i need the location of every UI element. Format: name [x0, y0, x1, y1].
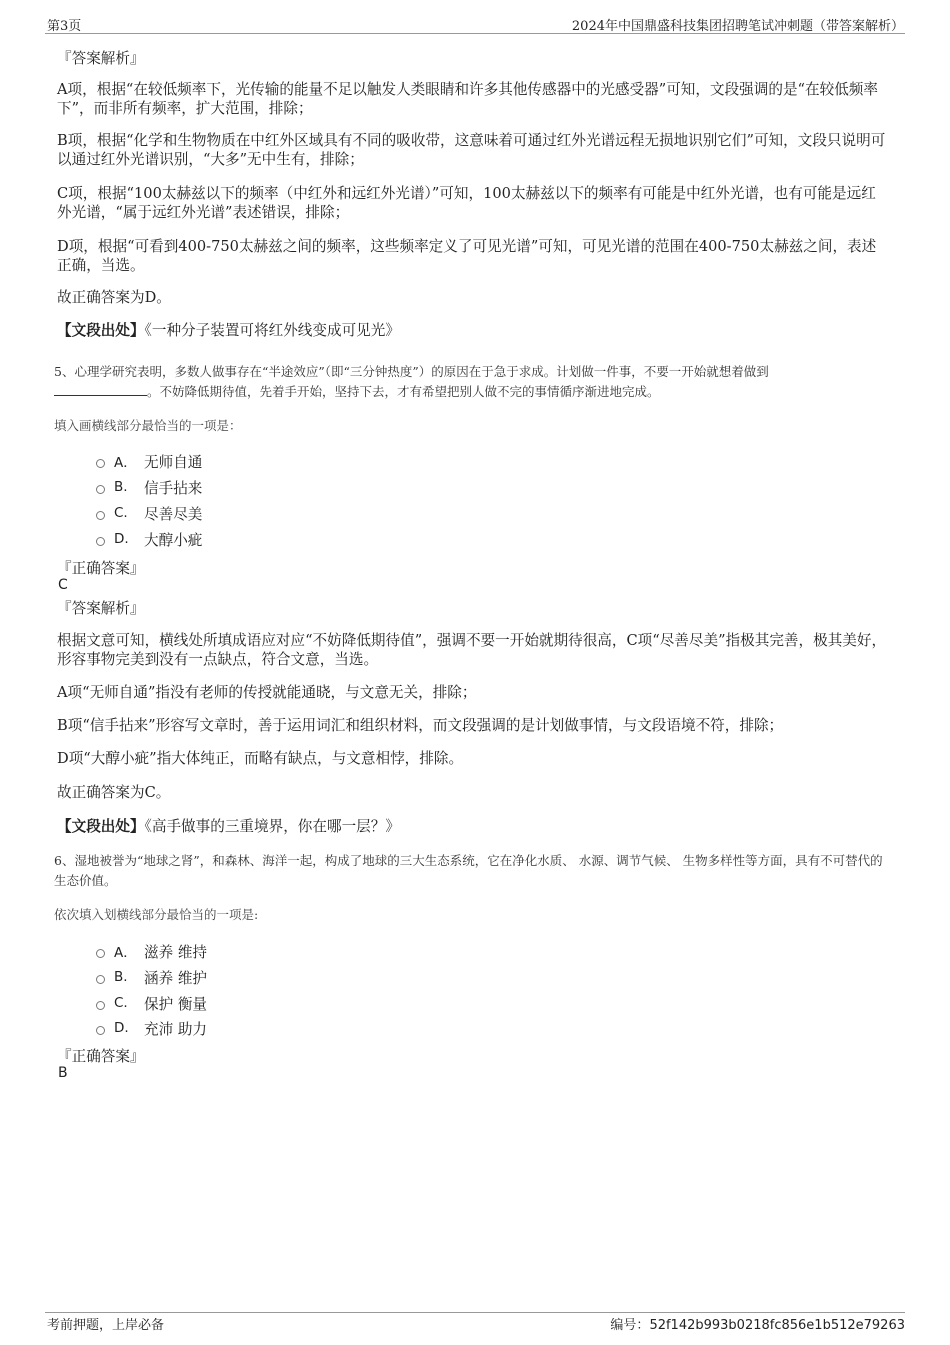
q4-analysis-option-c: C项，根据“100太赫兹以下的频率（中红外和远红外光谱）”可知，100太赫兹以下的频率有可能是中红外光谱，也有可能是远红外光谱，“属于远红外光谱”表述错误，排除；	[57, 185, 876, 221]
q6-option-b[interactable]	[96, 967, 207, 987]
option-letter: A．	[114, 455, 137, 471]
option-text: 涵养 维护	[144, 969, 208, 987]
option-letter: B.	[114, 479, 128, 495]
q5-source-label: 【文段出处】	[57, 818, 145, 835]
q5-analysis-option-a: A项“无师自通”指没有老师的传授就能通晓，与文意无关，排除；	[57, 684, 477, 701]
q6-option-a[interactable]	[96, 941, 207, 961]
radio-icon[interactable]	[96, 1026, 105, 1035]
q5-analysis-heading: 『答案解析』	[57, 600, 145, 617]
option-letter: B.	[114, 969, 128, 985]
q5-source-title: 《高手做事的三重境界，你在哪一层？》	[144, 818, 400, 835]
q5-analysis-main: 根据文意可知，横线处所填成语应对应“不妨降低期待值”，强调不要一开始就期待很高，C项“尽善尽美”指极其完善，极其美好，形容事物完美到没有一点缺点，符合文意，当选。	[57, 632, 887, 668]
q4-analysis-option-d: D项，根据“可看到400-750太赫兹之间的频率，这些频率定义了可见光谱”可知，可见光谱的范围在400-750太赫兹之间，表述正确，当选。	[57, 238, 877, 274]
q5-option-b[interactable]	[96, 477, 202, 497]
q5-stem-after: 。不妨降低期待值，先着手开始，坚持下去，才有希望把别人做不完的事情循序渐进地完成。	[147, 384, 660, 399]
q5-analysis-option-b: B项“信手拈来”形容写文章时，善于运用词汇和组织材料，而文段强调的是计划做事情，与文段语境不符，排除；	[57, 717, 784, 734]
radio-icon[interactable]	[96, 975, 105, 984]
q5-option-d[interactable]	[96, 529, 202, 549]
radio-icon[interactable]	[96, 949, 105, 958]
q5-stem-before: 5、心理学研究表明，多数人做事存在“半途效应”（即“三分钟热度”）的原因在于急于求成。计划做一件事，不要一开始就想着做到	[54, 364, 769, 379]
q5-stem	[54, 362, 890, 402]
option-text: 无师自通	[144, 453, 203, 471]
q5-option-c[interactable]	[96, 503, 202, 523]
option-text: 尽善尽美	[144, 505, 203, 523]
footer-id-label: 编号：	[610, 1318, 650, 1333]
option-letter: C.	[114, 995, 128, 1011]
q6-answer-heading: 『正确答案』	[57, 1048, 145, 1065]
q5-conclusion: 故正确答案为C。	[57, 784, 171, 801]
option-text: 滋养 维持	[144, 943, 208, 961]
q4-source	[57, 321, 889, 340]
radio-icon[interactable]	[96, 459, 105, 468]
radio-icon[interactable]	[96, 485, 105, 494]
q6-option-d[interactable]	[96, 1018, 207, 1038]
option-letter: A．	[114, 945, 137, 961]
q4-source-label: 【文段出处】	[57, 322, 145, 339]
radio-icon[interactable]	[96, 511, 105, 520]
q4-conclusion: 故正确答案为D。	[57, 289, 171, 306]
q4-analysis-option-b: B项，根据“化学和生物物质在中红外区域具有不同的吸收带，这意味着可通过红外光谱远程无损地识别它们”可知，文段只说明可以通过红外光谱识别，“大多”无中生有，排除；	[57, 132, 886, 168]
footer-divider	[45, 1312, 905, 1313]
q4-source-title: 《一种分子装置可将红外线变成可见光》	[144, 322, 400, 339]
footer-document-id	[610, 1314, 905, 1333]
q5-answer-heading: 『正确答案』	[57, 560, 145, 577]
option-text: 大醇小疵	[144, 531, 203, 549]
q5-analysis-option-d: D项“大醇小疵”指大体纯正，而略有缺点，与文意相悖，排除。	[57, 750, 464, 767]
q6-option-c[interactable]	[96, 993, 207, 1013]
radio-icon[interactable]	[96, 1001, 105, 1010]
option-text: 保护 衡量	[144, 995, 208, 1013]
q5-answer: C	[58, 577, 68, 593]
option-text: 信手拈来	[144, 479, 203, 497]
page-number: 第3页	[47, 19, 82, 34]
option-letter: C.	[114, 505, 128, 521]
q5-prompt: 填入画横线部分最恰当的一项是：	[54, 418, 242, 433]
q6-stem: 6、湿地被誉为“地球之肾”，和森林、海洋一起，构成了地球的三大生态系统，它在净化水质、 水源、调节气候、 生物多样性等方面，具有不可替代的生态价值。	[54, 853, 883, 888]
q5-source	[57, 817, 889, 836]
footer-id-value: 52f142b993b0218fc856e1b512e79263	[649, 1318, 905, 1333]
footer-slogan: 考前押题，上岸必备	[47, 1318, 165, 1333]
radio-icon[interactable]	[96, 537, 105, 546]
option-text: 充沛 助力	[144, 1020, 208, 1038]
q6-prompt: 依次填入划横线部分最恰当的一项是:	[54, 907, 259, 922]
q6-answer: B	[58, 1065, 68, 1081]
q5-blank-line	[54, 383, 147, 396]
q4-analysis-heading: 『答案解析』	[57, 50, 145, 67]
document-title: 2024年中国鼎盛科技集团招聘笔试冲刺题（带答案解析）	[571, 19, 904, 34]
q4-analysis-option-a: A项，根据“在较低频率下，光传输的能量不足以触发人类眼睛和许多其他传感器中的光感受器”可知，文段强调的是“在较低频率下”，而非所有频率，扩大范围，排除；	[57, 81, 878, 117]
option-letter: D.	[114, 531, 129, 547]
option-letter: D.	[114, 1020, 129, 1036]
q5-option-a[interactable]	[96, 451, 202, 471]
